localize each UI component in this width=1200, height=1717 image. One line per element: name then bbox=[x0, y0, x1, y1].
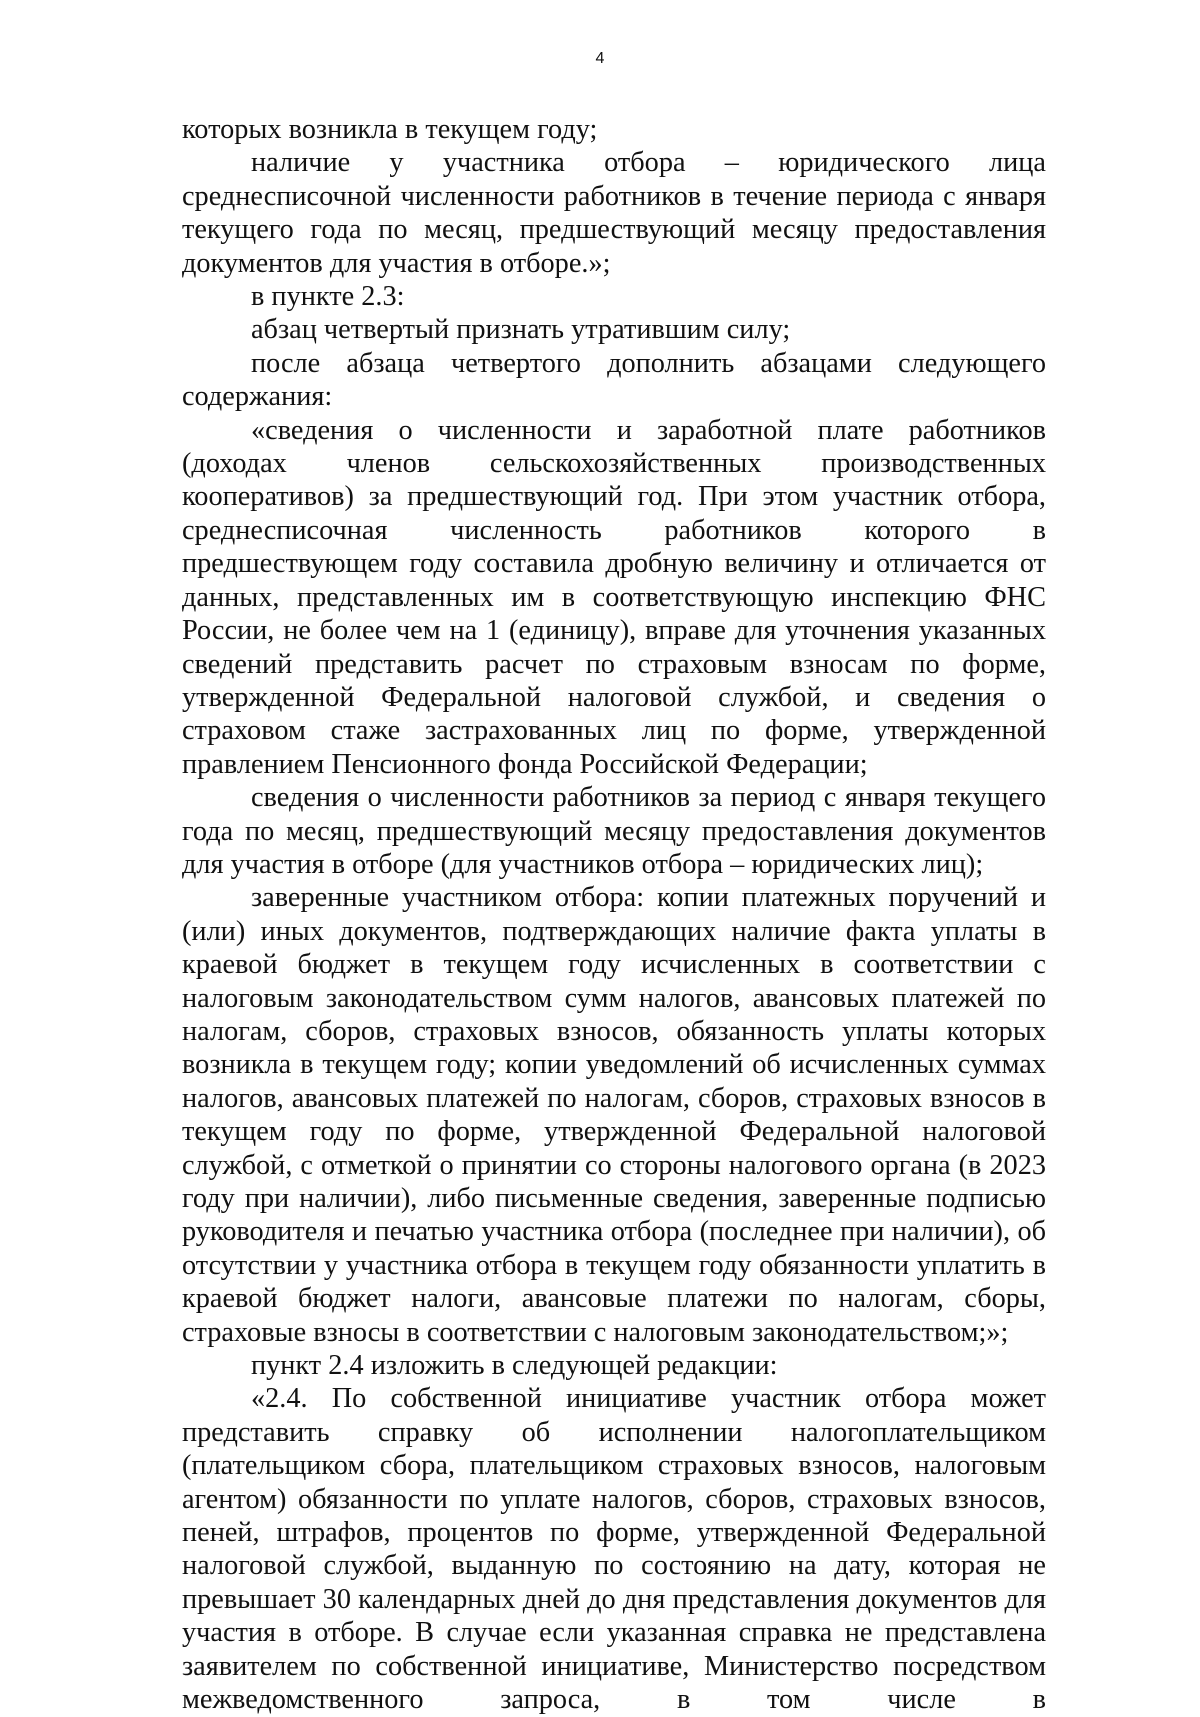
paragraph: наличие у участника отбора – юридического лица среднесписочной численности работников в течение периода с января текущего года по месяц, предшествующий месяцу предоставления документов для участия в отборе.»; bbox=[182, 147, 1046, 279]
paragraph: сведения о численности работников за период с января текущего года по месяц, предшествующий месяцу предоставления документов для участия в отборе (для участников отбора – юридических лиц); bbox=[182, 782, 1046, 880]
paragraph: пункт 2.4 изложить в следующей редакции: bbox=[251, 1350, 778, 1382]
paragraph: абзац четвертый признать утратившим силу; bbox=[251, 314, 791, 346]
page-number: 4 bbox=[595, 50, 605, 67]
paragraph: которых возникла в текущем году; bbox=[182, 114, 598, 145]
paragraph: в пункте 2.3: bbox=[251, 281, 405, 313]
paragraph: после абзаца четвертого дополнить абзацами следующего содержания: bbox=[182, 347, 1046, 413]
paragraph: заверенные участником отбора: копии платежных поручений и (или) иных документов, подтверждающих наличие факта уплаты в краевой бюджет в текущем году исчисленных в соответствии с налоговым законодательством сумм налогов, авансовых платежей по налогам, сборов, страховых взносов, обязанность уплаты которых возникла в текущем году; копии уведомлений об исчисленных суммах налогов, авансовых платежей по налогам, сборов, страховых взносов в текущем году по форме, утвержденной Федеральной налоговой службой, с отметкой о принятии со стороны налогового органа (в 2023 году при наличии), либо письменные сведения, заверенные подписью руководителя и печатью участника отбора (последнее при наличии), об отсутствии у участника отбора в текущем году обязанности уплатить в краевой бюджет налоги, авансовые платежи по налогам, сборы, страховые взносы в соответствии с налоговым законодательством;»; bbox=[182, 882, 1046, 1348]
paragraph: «2.4. По собственной инициативе участник отбора может представить справку об исполнении налогоплательщиком (плательщиком сбора, плательщиком страховых взносов, налоговым агентом) обязанности по уплате налогов, сборов, страховых взносов, пеней, штрафов, процентов по форме, утвержденной Федеральной налоговой службой, выданную по состоянию на дату, которая не превышает 30 календарных дней до дня представления документов для участия в отборе. В случае если указанная справка не представлена заявителем по собственной инициативе, Министерство посредством межведомственного запроса, в том числе в bbox=[182, 1383, 1046, 1716]
document-body bbox=[182, 113, 1046, 1717]
paragraph: «сведения о численности и заработной плате работников (доходах членов сельскохозяйственных производственных кооперативов) за предшествующий год. При этом участник отбора, среднесписочная численность работников которого в предшествующем году составила дробную величину и отличается от данных, представленных им в соответствующую инспекцию ФНС России, не более чем на 1 (единицу), вправе для уточнения указанных сведений представить расчет по страховым взносам по форме, утвержденной Федеральной налоговой службой, и сведения о страховом стаже застрахованных лиц по форме, утвержденной правлением Пенсионного фонда Российской Федерации; bbox=[182, 414, 1046, 780]
